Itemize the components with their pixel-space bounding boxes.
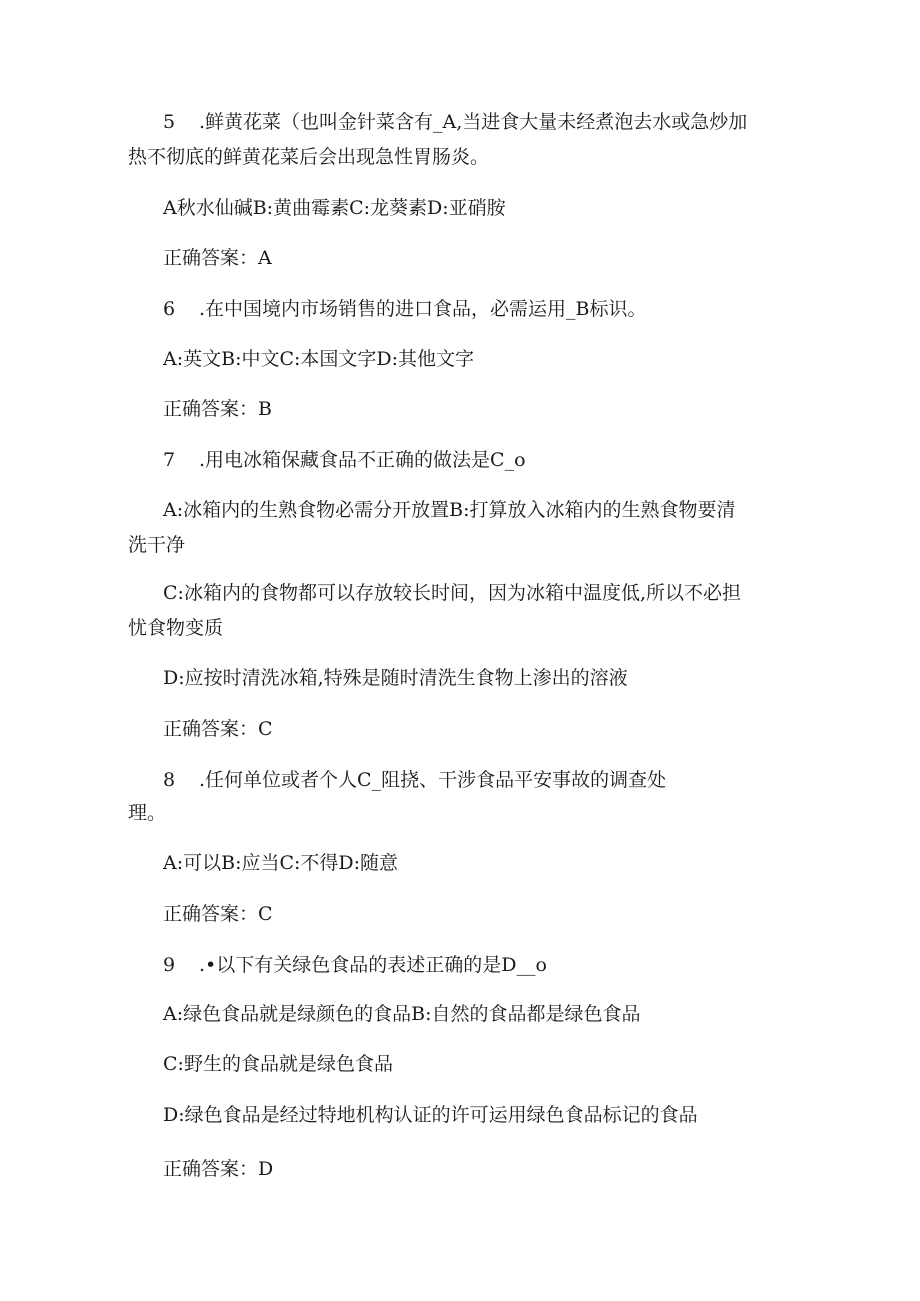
- question-9-stem: [163, 950, 547, 980]
- question-5-stem-cont: 热不彻底的鲜黄花菜后会出现急性胃肠炎。: [128, 146, 490, 168]
- question-7-option-a: A:冰箱内的生熟食物必需分开放置B:打算放入冰箱内的生熟食物要清: [163, 499, 736, 521]
- question-5-options: A秋水仙碱B:黄曲霉素C:龙葵素D:亚硝胺: [163, 197, 506, 219]
- question-number: 7: [163, 449, 176, 471]
- question-text: .•以下有关绿色食品的表述正确的是D__o: [199, 954, 547, 976]
- question-9-option-c: C:野生的食品就是绿色食品: [163, 1053, 393, 1075]
- question-7-stem: [163, 445, 526, 475]
- question-9-option-d: D:绿色食品是经过特地机构认证的许可运用绿色食品标记的食品: [163, 1104, 698, 1126]
- question-text: .任何单位或者个人C_阻挠、干涉食品平安事故的调查处: [199, 769, 667, 791]
- question-7-option-c: C:冰箱内的食物都可以存放较长时间，因为冰箱中温度低,所以不必担: [163, 582, 741, 604]
- question-6-stem: [163, 294, 647, 324]
- question-number: 8: [163, 769, 176, 791]
- question-text: .鲜黄花菜（也叫金针菜含有_A,当进食大量未经煮泡去水或急炒加: [199, 111, 748, 133]
- question-6-answer: 正确答案：B: [163, 398, 272, 420]
- question-text: .在中国境内市场销售的进口食品，必需运用_B标识。: [199, 298, 647, 320]
- question-text: .用电冰箱保藏食品不正确的做法是C_o: [199, 449, 526, 471]
- question-number: 6: [163, 298, 176, 320]
- question-8-stem-cont: 理。: [128, 802, 167, 824]
- question-8-answer: 正确答案：C: [163, 903, 273, 925]
- question-number: 9: [163, 954, 176, 976]
- question-8-options: A:可以B:应当C:不得D:随意: [163, 852, 399, 874]
- question-9-answer: 正确答案：D: [163, 1158, 274, 1180]
- question-6-options: A:英文B:中文C:本国文字D:其他文字: [163, 348, 475, 370]
- question-9-option-ab: A:绿色食品就是绿颜色的食品B:自然的食品都是绿色食品: [163, 1003, 641, 1025]
- question-7-option-a-cont: 洗干净: [128, 534, 186, 556]
- question-5-answer: 正确答案：A: [163, 247, 272, 269]
- question-5-stem: [163, 107, 747, 137]
- question-7-option-c-cont: 忧食物变质: [128, 617, 224, 639]
- question-7-option-d: D:应按时清洗冰箱,特殊是随时清洗生食物上渗出的溶液: [163, 667, 628, 689]
- question-8-stem: [163, 765, 666, 795]
- question-number: 5: [163, 111, 176, 133]
- question-7-answer: 正确答案：C: [163, 718, 273, 740]
